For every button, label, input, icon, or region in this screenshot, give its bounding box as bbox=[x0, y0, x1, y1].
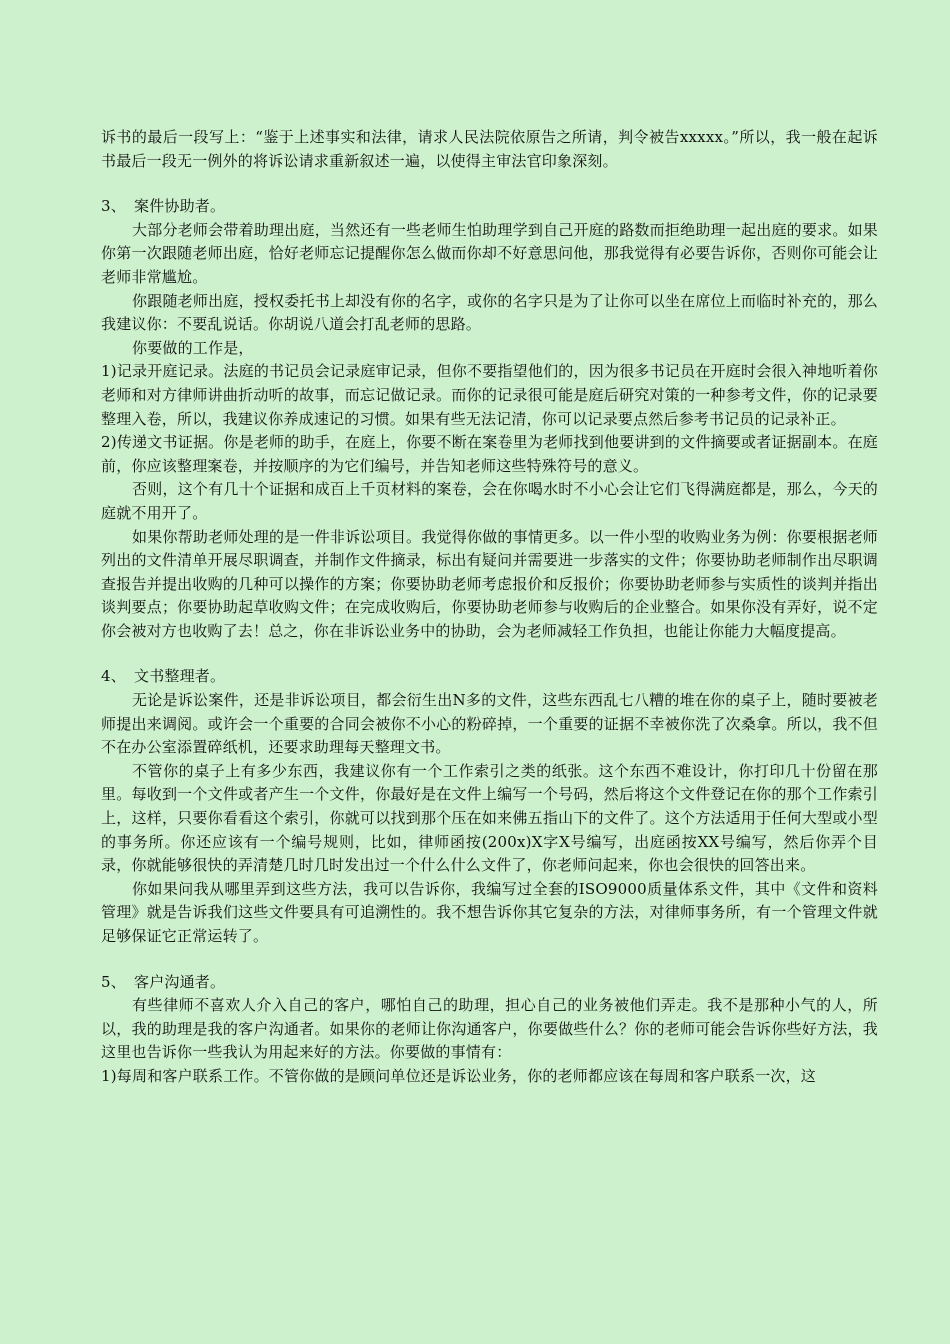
intro-paragraph: 诉书的最后一段写上：“鉴于上述事实和法律，请求人民法院依原告之所请，判令被告xxxxx。”所以，我一般在起诉书最后一段无一例外的将诉讼请求重新叙述一遍，以使得主审法官印象深刻。 bbox=[101, 128, 878, 170]
section-heading bbox=[101, 665, 878, 689]
body-paragraph: 你如果问我从哪里弄到这些方法，我可以告诉你，我编写过全套的ISO9000质量体系文件，其中《文件和资料管理》就是告诉我们这些文件要具有可追溯性的。我不想告诉你其它复杂的方法，对律师事务所，有一个管理文件就足够保证它正常运转了。 bbox=[101, 879, 878, 945]
section-number: 5、 bbox=[101, 972, 126, 991]
section-title: 案件协助者。 bbox=[134, 197, 226, 216]
body-paragraph: 不管你的桌子上有多少东西，我建议你有一个工作索引之类的纸张。这个东西不难设计，你打印几十份留在那里。每收到一个文件或者产生一个文件，你最好是在文件上编写一个号码，然后将这个文件登记在你的那个工作索引上，这样，只要你看看这个索引，你就可以找到那个压在如来佛五指山下的文件了。这个方法适用于任何大型或小型的事务所。你还应该有一个编号规则，比如，律师函按(200x)X字X号编写，出庭函按XX号编写，然后你弄个目录，你就能够很快的弄清楚几时几时发出过一个什么什么文件了，你老师问起来，你也会很快的回答出来。 bbox=[101, 761, 878, 875]
body-paragraph: 有些律师不喜欢人介入自己的客户，哪怕自己的助理，担心自己的业务被他们弄走。我不是那种小气的人，所以，我的助理是我的客户沟通者。如果你的老师让你沟通客户，你要做些什么？你的老师可能会告诉你些好方法，我这里也告诉你一些我认为用起来好的方法。你要做的事情有： bbox=[101, 996, 878, 1062]
section-title: 文书整理者。 bbox=[134, 667, 226, 686]
section-gap bbox=[101, 643, 878, 665]
section-title: 客户沟通者。 bbox=[134, 972, 226, 991]
body-paragraph: 大部分老师会带着助理出庭，当然还有一些老师生怕助理学到自己开庭的路数而拒绝助理一起出庭的要求。如果你第一次跟随老师出庭，恰好老师忘记提醒你怎么做而你却不好意思问他，那我觉得有必要告诉你，否则你可能会让老师非常尴尬。 bbox=[101, 220, 878, 286]
list-item-paragraph: 2)传递文书证据。你是老师的助手，在庭上，你要不断在案卷里为老师找到他要讲到的文件摘要或者证据副本。在庭前，你应该整理案卷，并按顺序的为它们编号，并告知老师这些特殊符号的意义。 bbox=[101, 433, 878, 475]
section-number: 4、 bbox=[101, 667, 126, 686]
section-gap bbox=[101, 949, 878, 971]
body-paragraph: 无论是诉讼案件，还是非诉讼项目，都会衍生出N多的文件，这些东西乱七八糟的堆在你的桌子上，随时要被老师提出来调阅。或许会一个重要的合同会被你不小心的粉碎掉，一个重要的证据不幸被你洗了次桑拿。所以，我不但不在办公室添置碎纸机，还要求助理每天整理文书。 bbox=[101, 691, 878, 757]
section-gap bbox=[101, 173, 878, 195]
body-paragraph: 你跟随老师出庭，授权委托书上却没有你的名字，或你的名字只是为了让你可以坐在席位上而临时补充的，那么我建议你：不要乱说话。你胡说八道会打乱老师的思路。 bbox=[101, 291, 878, 334]
body-paragraph: 否则，这个有几十个证据和成百上千页材料的案卷，会在你喝水时不小心会让它们飞得满庭都是，那么，今天的庭就不用开了。 bbox=[101, 480, 878, 522]
list-item-paragraph: 1)每周和客户联系工作。不管你做的是顾问单位还是诉讼业务，你的老师都应该在每周和客户联系一次，这 bbox=[101, 1066, 817, 1085]
section-heading bbox=[101, 971, 878, 995]
body-paragraph: 如果你帮助老师处理的是一件非诉讼项目。我觉得你做的事情更多。以一件小型的收购业务为例：你要根据老师列出的文件清单开展尽职调查，并制作文件摘录，标出有疑问并需要进一步落实的文件；你要协助老师制作出尽职调查报告并提出收购的几种可以操作的方案；你要协助老师考虑报价和反报价；你要协助老师参与实质性的谈判并指出谈判要点；你要协助起草收购文件；在完成收购后，你要协助老师参与收购后的企业整合。如果你没有弄好，说不定你会被对方也收购了去！总之，你在非诉讼业务中的协助，会为老师减轻工作负担，也能让你能力大幅度提高。 bbox=[101, 527, 878, 640]
body-paragraph: 你要做的工作是， bbox=[132, 338, 254, 357]
section-heading bbox=[101, 195, 878, 219]
list-item-paragraph: 1)记录开庭记录。法庭的书记员会记录庭审记录，但你不要指望他们的，因为很多书记员在开庭时会很入神地听着你老师和对方律师讲曲折动听的故事，而忘记做记录。而你的记录很可能是庭后研究对策的一种参考文件，你的记录要整理入卷，所以，我建议你养成速记的习惯。如果有些无法记清，你可以记录要点然后参考书记员的记录补正。 bbox=[101, 362, 878, 428]
section-number: 3、 bbox=[101, 197, 126, 216]
